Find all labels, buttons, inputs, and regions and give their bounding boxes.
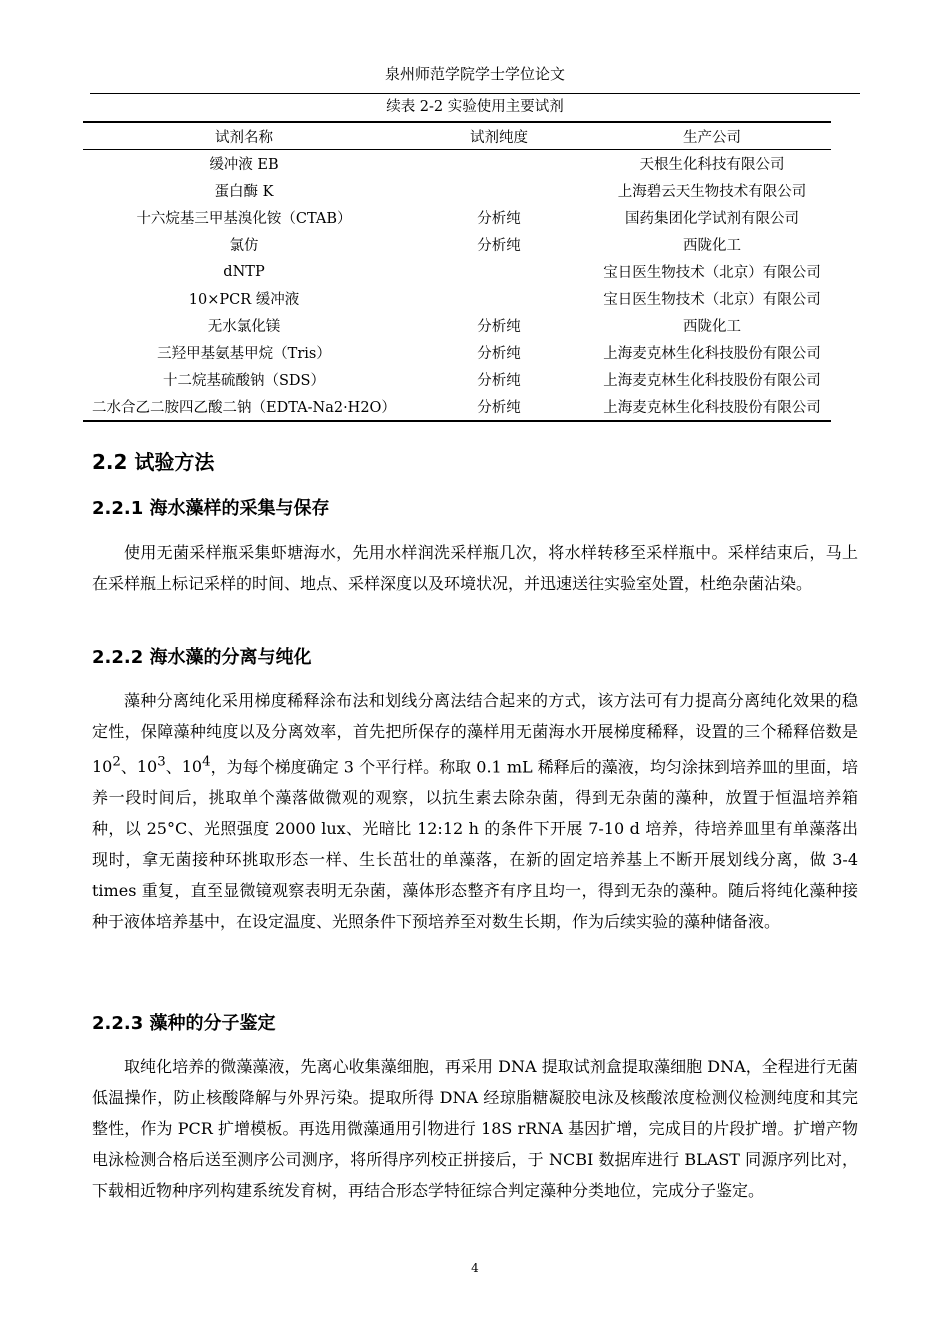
reagent-purity — [405, 177, 593, 204]
table-header-row — [83, 122, 831, 150]
dilution-base: 10 — [181, 757, 203, 777]
paragraph-text: ，为每个梯度确定 3 个平行样。称取 0.1 mL 稀释后的藻液，均匀涂抹到培养皿的里面，培养一段时间后，挑取单个藻落做微观的观察，以抗生素去除杂菌，得到无杂菌的藻种，放置于恒温培养箱种，以 25°C、光照强度 2000 lux、光暗比 12:12 h 的条件下开展 7-10 d 培养，待培养皿里有单藻落出现时，拿无菌接种环挑取形态一样、生长茁壮的单藻落，在新的固定培养基上不断开展划线分离，做 3-4 times 重复，直至显微镜观察表明无杂菌，藻体形态整齐有序且均一，得到无杂的藻种。随后将纯化藻种接种于液体培养基中，在设定温度、光照条件下预培养至对数生长期，作为后续实验的藻种储备液。 — [92, 757, 858, 932]
reagent-company: 宝日医生物技术（北京）有限公司 — [603, 265, 821, 281]
reagent-name: 二水合乙二胺四乙酸二钠（EDTA-Na2·H2O） — [92, 400, 396, 416]
paragraph-text: 藻种分离纯化采用梯度稀释涂布法和划线分离法结合起来的方式，该方法可有力提高分离纯化效果的稳定性，保障藻种纯度以及分离效率，首先把所保存的藻样用无菌海水开展梯度稀释，设置的三个稀释倍数是 — [92, 691, 858, 741]
reagent-purity: 分析纯 — [477, 346, 521, 362]
reagent-table — [83, 121, 831, 422]
table-row — [83, 339, 831, 366]
paragraph-2-2-2: 藻种分离纯化采用梯度稀释涂布法和划线分离法结合起来的方式，该方法可有力提高分离纯化效果的稳定性，保障藻种纯度以及分离效率，首先把所保存的藻样用无菌海水开展梯度稀释，设置的三个稀释倍数是 $10^2$、$10^3$、$10^4$，为每个梯度确定 3 个平行样。称取 0.1 mL 稀释后的藻液，均匀涂抹到培养皿的里面，培养一段时间后，挑取单个藻落做微观的观察，以抗生素去除杂菌，得到无杂菌的藻种，放置于恒温培养箱种，以 25°C、光照强度 2000 lux、光暗比 12:12 h 的条件下开展 7-10 d 培养，待培养皿里有单藻落出现时，拿无菌接种环挑取形态一样、生长茁壮的单藻落，在新的固定培养基上不断开展划线分离，做 3-4 times 重复，直至显微镜观察表明无杂菌，藻体形态整齐有序且均一，得到无杂的藻种。随后将纯化藻种接种于液体培养基中，在设定温度、光照条件下预培养至对数生长期，作为后续实验的藻种储备液。 — [92, 691, 858, 932]
reagent-name: 缓冲液 EB — [209, 157, 279, 173]
reagent-purity — [405, 285, 593, 312]
reagent-purity: 分析纯 — [477, 238, 521, 254]
dilution-factor — [182, 757, 211, 776]
reagent-company: 上海碧云天生物技术有限公司 — [617, 184, 807, 200]
reagent-name: 十六烷基三甲基溴化铵（CTAB） — [136, 211, 352, 227]
reagent-purity: 分析纯 — [477, 211, 521, 227]
section-heading-2-2-1: 2.2.1 海水藻样的采集与保存 — [92, 498, 330, 519]
table-row — [83, 150, 831, 178]
table-row — [83, 258, 831, 285]
header-rule — [90, 93, 860, 94]
table-row — [83, 204, 831, 231]
table-row — [83, 393, 831, 421]
dilution-factor — [92, 757, 121, 776]
reagent-company: 天根生化科技有限公司 — [639, 157, 785, 173]
reagent-name: 蛋白酶 K — [214, 184, 274, 200]
dilution-factor — [137, 757, 166, 776]
reagent-name: 十二烷基硫酸钠（SDS） — [163, 373, 325, 389]
reagent-name: 氯仿 — [229, 238, 259, 254]
paragraph-2-2-3: 取纯化培养的微藻藻液，先离心收集藻细胞，再采用 DNA 提取试剂盒提取藻细胞 DNA，全程进行无菌低温操作，防止核酸降解与外界污染。提取所得 DNA 经琼脂糖凝胶电泳及核酸浓度检测仪检测纯度和其完整性，作为 PCR 扩增模板。再选用微藻通用引物进行 18S rRNA 基因扩增，完成目的片段扩增。扩增产物电泳检测合格后送至测序公司测序，将所得序列校正拼接后，于 NCBI 数据库进行 BLAST 同源序列比对，下载相近物种序列构建系统发育树，再结合形态学特征综合判定藻种分类地位，完成分子鉴定。 — [92, 1057, 858, 1200]
section-heading-2-2: 2.2 试验方法 — [92, 450, 215, 474]
dilution-base: 10 — [92, 757, 113, 777]
reagent-company: 西陇化工 — [683, 238, 741, 254]
table-row — [83, 366, 831, 393]
table-caption: 续表 2-2 实验使用主要试剂 — [386, 99, 564, 115]
reagent-company: 上海麦克林生化科技股份有限公司 — [603, 373, 821, 389]
reagent-name: 无水氯化镁 — [207, 319, 281, 335]
reagent-company: 西陇化工 — [683, 319, 741, 335]
dilution-base: 10 — [136, 757, 158, 777]
reagent-company: 宝日医生物技术（北京）有限公司 — [603, 292, 821, 308]
dilution-exponent: 3 — [157, 755, 166, 770]
section-heading-2-2-2: 2.2.2 海水藻的分离与纯化 — [92, 647, 312, 668]
column-header-purity: 试剂纯度 — [470, 129, 528, 146]
reagent-name: dNTP — [223, 263, 265, 280]
column-header-company: 生产公司 — [683, 129, 741, 146]
reagent-purity: 分析纯 — [477, 319, 521, 335]
section-heading-2-2-3: 2.2.3 藻种的分子鉴定 — [92, 1013, 276, 1034]
reagent-company: 国药集团化学试剂有限公司 — [625, 211, 799, 227]
reagent-name: 三羟甲基氨基甲烷（Tris） — [157, 346, 331, 362]
paragraph-2-2-1: 使用无菌采样瓶采集虾塘海水，先用水样润洗采样瓶几次，将水样转移至采样瓶中。采样结束后，马上在采样瓶上标记采样的时间、地点、采样深度以及环境状况，并迅速送往实验室处置，杜绝杂菌沾染。 — [92, 543, 858, 593]
page-number: 4 — [471, 1261, 479, 1275]
table-row — [83, 285, 831, 312]
table-row — [83, 231, 831, 258]
dilution-exponent: 2 — [112, 755, 121, 770]
reagent-purity: 分析纯 — [477, 400, 521, 416]
reagent-company: 上海麦克林生化科技股份有限公司 — [603, 346, 821, 362]
column-header-name: 试剂名称 — [215, 129, 273, 146]
reagent-purity — [405, 258, 593, 285]
reagent-purity: 分析纯 — [477, 373, 521, 389]
reagent-purity — [405, 150, 593, 178]
table-row — [83, 312, 831, 339]
table-row — [83, 177, 831, 204]
running-header: 泉州师范学院学士学位论文 — [384, 65, 565, 83]
reagent-name: 10×PCR 缓冲液 — [188, 292, 300, 308]
dilution-exponent: 4 — [202, 755, 211, 770]
reagent-company: 上海麦克林生化科技股份有限公司 — [603, 400, 821, 416]
